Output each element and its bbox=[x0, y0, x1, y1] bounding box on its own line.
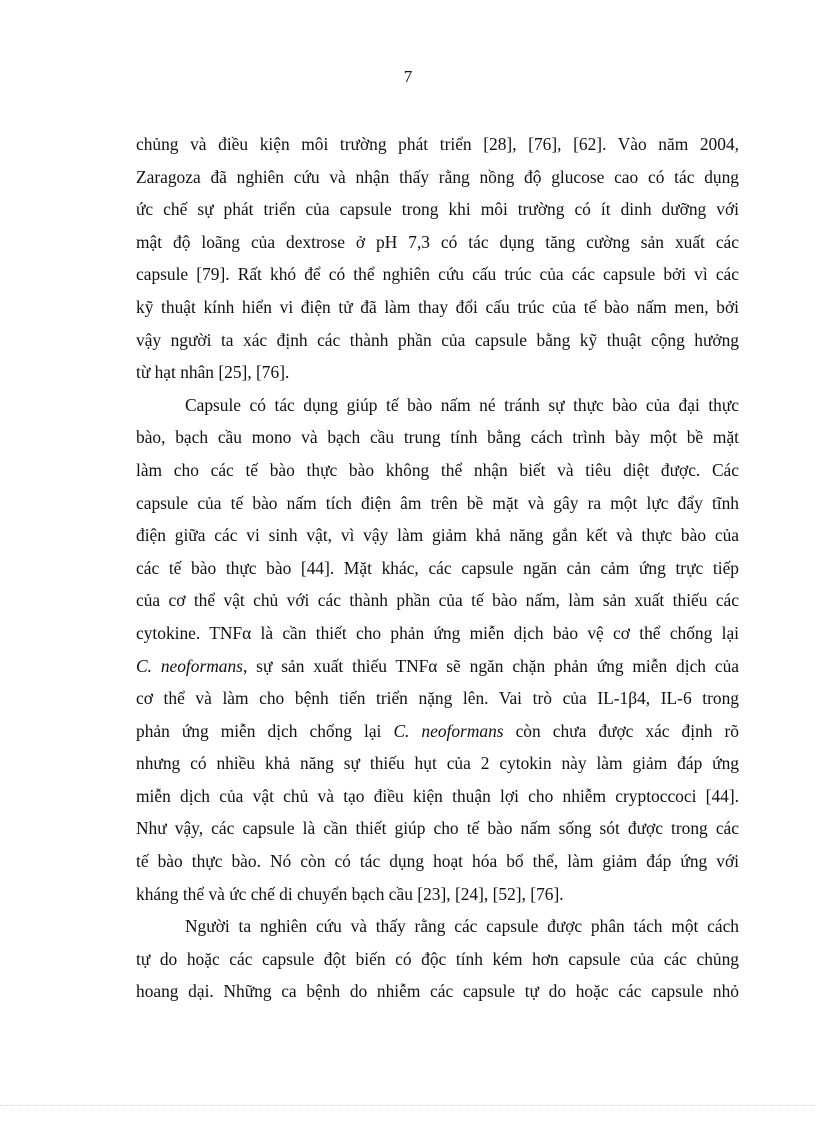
text-line: từ hạt nhân [25], [76]. bbox=[136, 362, 290, 383]
text-line: hoang dại. Những ca bệnh do nhiễm các capsule tự do hoặc các capsule nhỏ bbox=[136, 981, 739, 1002]
text-line: kỹ thuật kính hiển vi điện tử đã làm thay đổi cấu trúc của tế bào nấm men, bởi bbox=[136, 296, 739, 317]
text-line: Như vậy, các capsule là cần thiết giúp cho tế bào nấm sống sót được trong các bbox=[136, 818, 739, 839]
paragraph-2 bbox=[136, 389, 739, 911]
species-name: C. neoformans bbox=[393, 720, 504, 741]
text-line: chủng và điều kiện môi trường phát triển [28], [76], [62]. Vào năm 2004, bbox=[136, 134, 739, 154]
text-line bbox=[136, 715, 739, 748]
text-line: bào, bạch cầu mono và bạch cầu trung tính bằng cách trình bày một bề mặt bbox=[136, 427, 739, 448]
text-line: tự do hoặc các capsule đột biến có độc tính kém hơn capsule của các chủng bbox=[136, 948, 739, 969]
text-line: nhưng có nhiều khả năng sự thiếu hụt của 2 cytokin này làm giảm đáp ứng bbox=[136, 753, 739, 774]
text-line: ức chế sự phát triển của capsule trong khi môi trường có ít dinh dưỡng với bbox=[136, 199, 739, 220]
document-body bbox=[136, 128, 739, 1008]
text-line: của cơ thể vật chủ với các thành phần của tế bào nấm, làm sản xuất thiếu các bbox=[136, 590, 739, 611]
species-name: C. neoformans bbox=[136, 655, 243, 676]
paragraph-1 bbox=[136, 128, 739, 389]
page-number: 7 bbox=[403, 67, 413, 86]
text-line: capsule của tế bào nấm tích điện âm trên bề mặt và gây ra một lực đẩy tĩnh bbox=[136, 492, 739, 513]
text-line bbox=[136, 650, 739, 683]
text-line: capsule [79]. Rất khó để có thể nghiên cứu cấu trúc của các capsule bởi vì các bbox=[136, 264, 739, 285]
page-footer-divider bbox=[0, 1105, 816, 1106]
text-line: điện giữa các vi sinh vật, vì vậy làm giảm khả năng gắn kết và thực bào của bbox=[136, 525, 739, 546]
text-line: kháng thể và ức chế di chuyển bạch cầu [23], [24], [52], [76]. bbox=[136, 883, 564, 904]
text-span: , sự sản xuất thiếu TNFα sẽ ngăn chặn phản ứng miễn dịch của bbox=[242, 655, 739, 676]
text-line: Capsule có tác dụng giúp tế bào nấm né tránh sự thực bào của đại thực bbox=[185, 394, 739, 415]
text-line: Zaragoza đã nghiên cứu và nhận thấy rằng nồng độ glucose cao có tác dụng bbox=[136, 166, 739, 187]
text-span: phản ứng miễn dịch chống lại bbox=[136, 720, 394, 741]
text-line: cytokine. TNFα là cần thiết cho phản ứng miễn dịch bảo vệ cơ thể chống lại bbox=[136, 622, 739, 643]
text-line: tế bào thực bào. Nó còn có tác dụng hoạt hóa bổ thể, làm giảm đáp ứng với bbox=[136, 851, 739, 872]
text-line: vậy người ta xác định các thành phần của capsule bằng kỹ thuật cộng hưởng bbox=[136, 329, 739, 350]
text-line: các tế bào thực bào [44]. Mặt khác, các capsule ngăn cản cảm ứng trực tiếp bbox=[136, 557, 739, 578]
text-line: làm cho các tế bào thực bào không thể nhận biết và tiêu diệt được. Các bbox=[136, 459, 739, 480]
text-line: Người ta nghiên cứu và thấy rằng các capsule được phân tách một cách bbox=[185, 916, 739, 937]
paragraph-3 bbox=[136, 910, 739, 1008]
text-span: còn chưa được xác định rõ bbox=[503, 720, 739, 741]
text-line: cơ thể và làm cho bệnh tiến triển nặng lên. Vai trò của IL-1β4, IL-6 trong bbox=[136, 688, 739, 709]
text-line: miễn dịch của vật chủ và tạo điều kiện thuận lợi cho nhiễm cryptoccoci [44]. bbox=[136, 785, 739, 806]
text-line: mật độ loãng của dextrose ở pH 7,3 có tác dụng tăng cường sản xuất các bbox=[136, 231, 739, 252]
